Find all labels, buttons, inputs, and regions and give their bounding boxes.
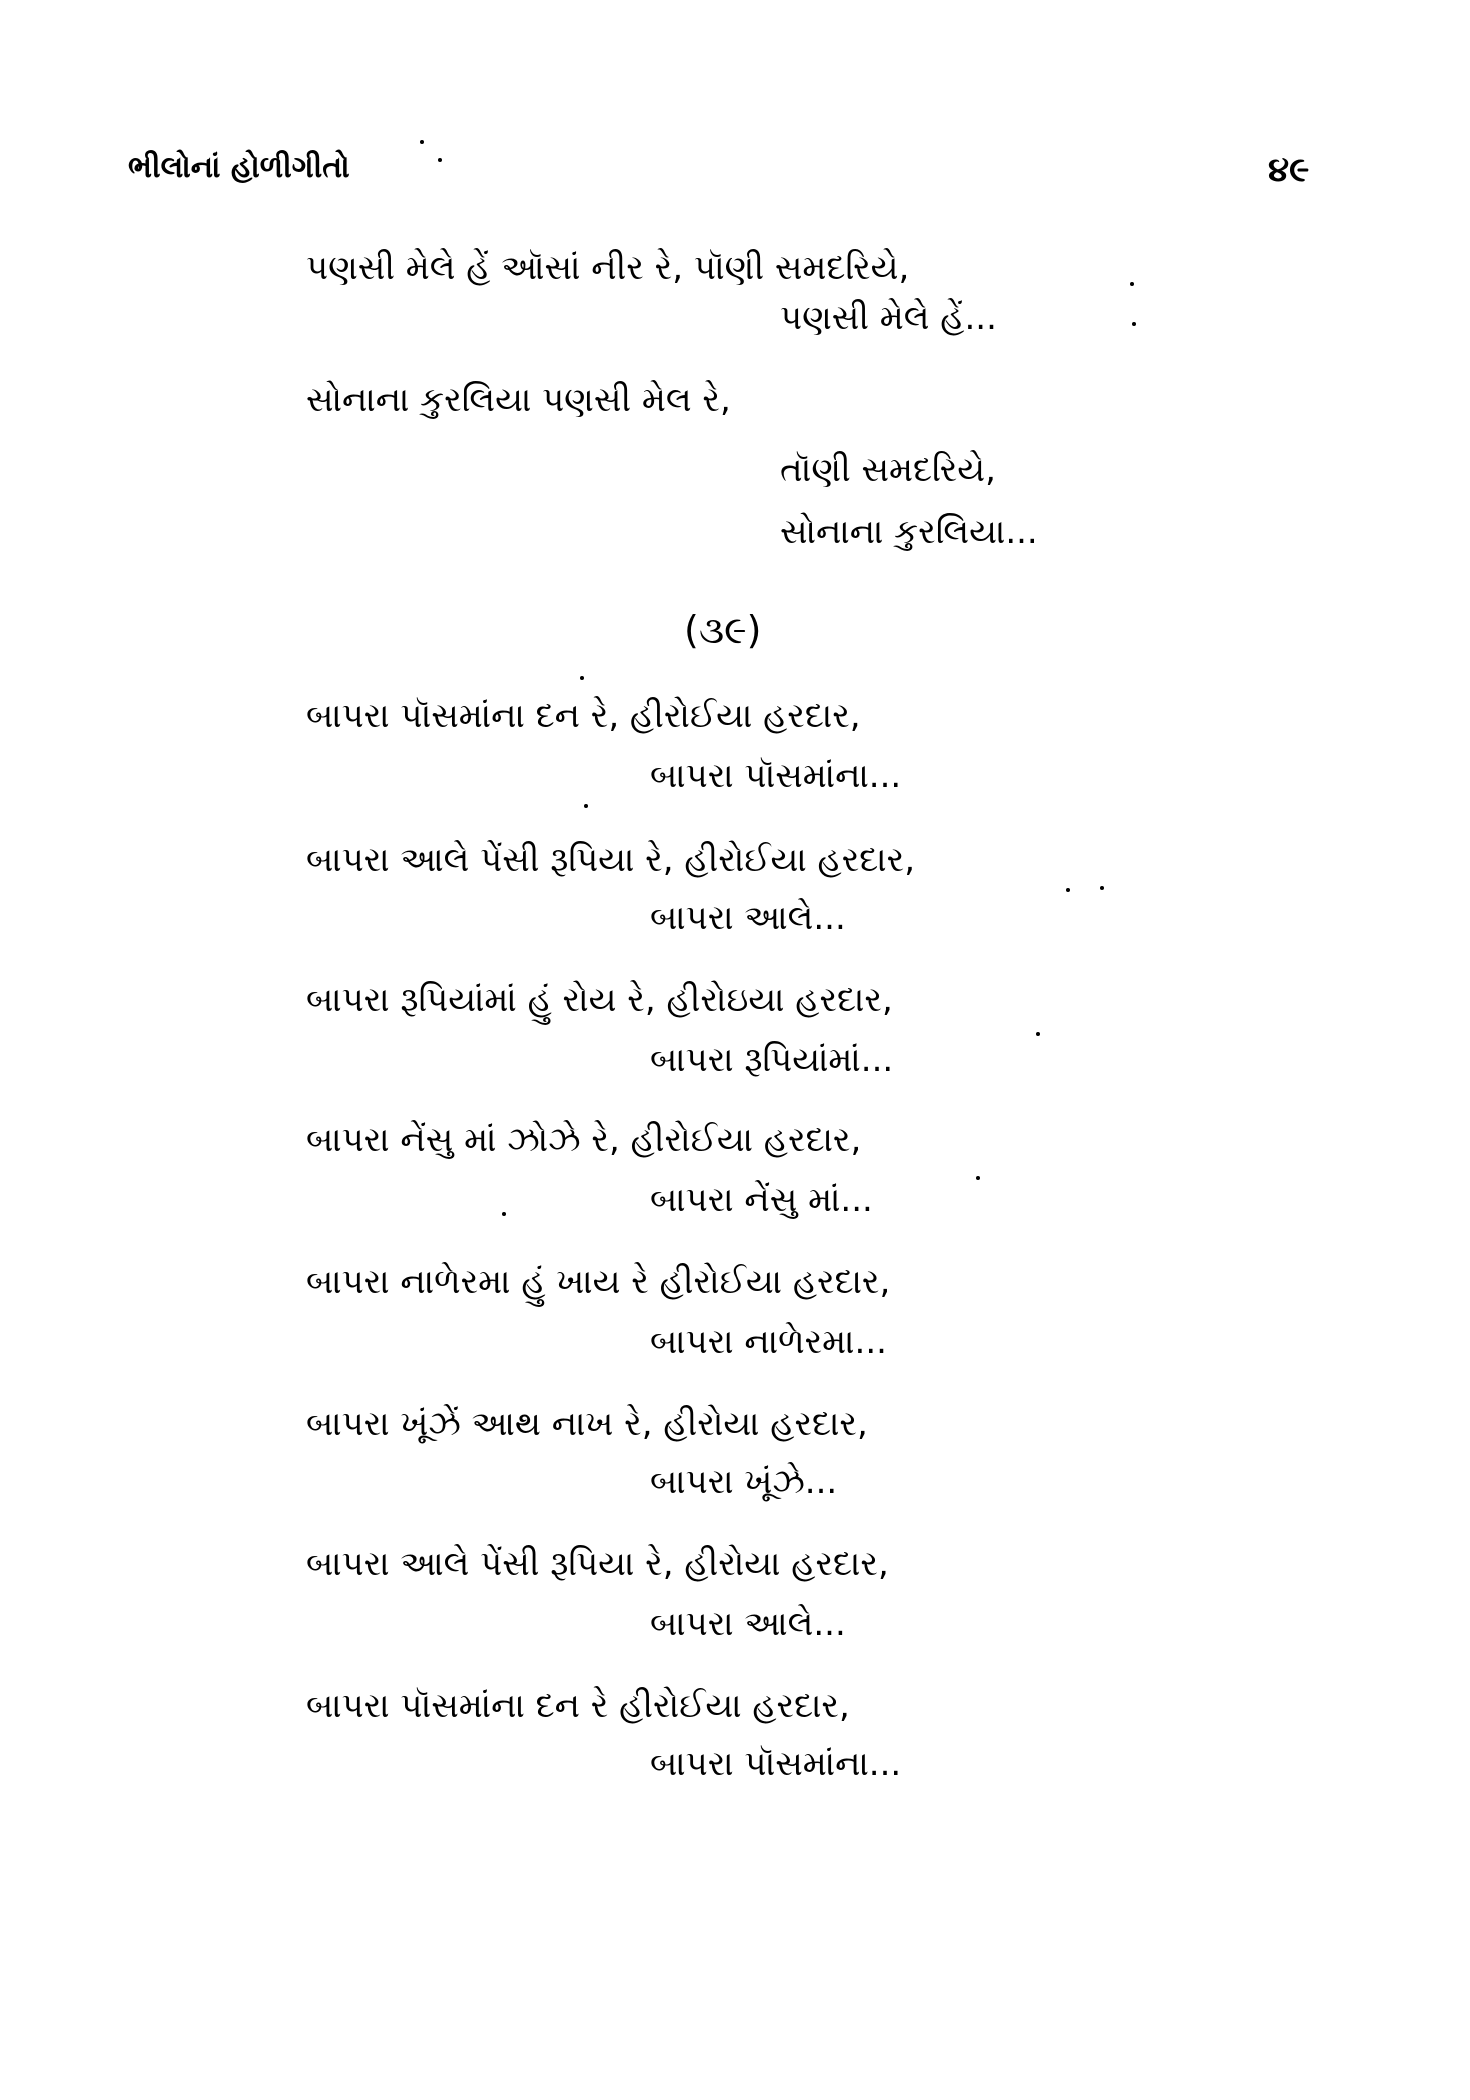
page-number: ૪૯ [1268,150,1310,190]
scan-speck [502,1212,506,1216]
refrain-line: બાપરા આલે... [650,898,846,938]
verse-line: પણસી મેલે હેં ઑસાં નીર રે, પૉણી સમદરિયે, [306,248,910,288]
verse-line: બાપરા પૉસમાંના દન રે હીરોઈયા હરદાર, [306,1686,850,1726]
running-title: ભીલોનાં હોળીગીતો [128,150,350,185]
verse-line: બાપરા આલે પેંસી રૂપિયા રે, હીરોઈયા હરદાર, [306,840,916,880]
refrain-line: સોનાના કુરલિયા... [780,512,1038,552]
scan-speck [1066,888,1070,892]
song-number-heading: (૩૯) [684,608,762,652]
scan-speck [580,676,584,680]
refrain-line: બાપરા પૉસમાંના... [650,756,902,796]
verse-line: તૉણી સમદરિયે, [780,450,996,490]
scan-speck [584,804,588,808]
refrain-line: બાપરા પૉસમાંના... [650,1744,902,1784]
verse-line: બાપરા નેંસુ માં ઝોઝે રે, હીરોઈયા હરદાર, [306,1120,862,1160]
refrain-line: બાપરા ખૂંઝે... [650,1462,838,1502]
scan-speck [1132,322,1136,326]
verse-line: બાપરા નાળેરમા હું ખાય રે હીરોઈયા હરદાર, [306,1262,891,1302]
verse-line: બાપરા આલે પેંસી રૂપિયા રે, હીરોયા હરદાર, [306,1544,889,1584]
refrain-line: બાપરા રૂપિયાંમાં... [650,1040,894,1080]
verse-line: બાપરા ખૂંઝેં આથ નાખ રે, હીરોયા હરદાર, [306,1404,868,1444]
refrain-line: બાપરા આલે... [650,1604,846,1644]
scan-speck [438,158,442,162]
verse-line: બાપરા રૂપિયાંમાં હું રોય રે, હીરોઇયા હરદાર, [306,980,893,1020]
scan-speck [976,1176,980,1180]
refrain-line: બાપરા નાળેરમા... [650,1322,887,1362]
scan-speck [420,140,424,144]
verse-line: બાપરા પૉસમાંના દન રે, હીરોઈયા હરદાર, [306,696,861,736]
verse-line: સોનાના કુરલિયા પણસી મેલ રે, [306,380,731,420]
refrain-line: બાપરા નેંસુ માં... [650,1180,873,1220]
scan-speck [1100,886,1104,890]
scan-speck [1036,1032,1040,1036]
scan-speck [1130,282,1134,286]
refrain-line: પણસી મેલે હેં... [780,298,997,338]
